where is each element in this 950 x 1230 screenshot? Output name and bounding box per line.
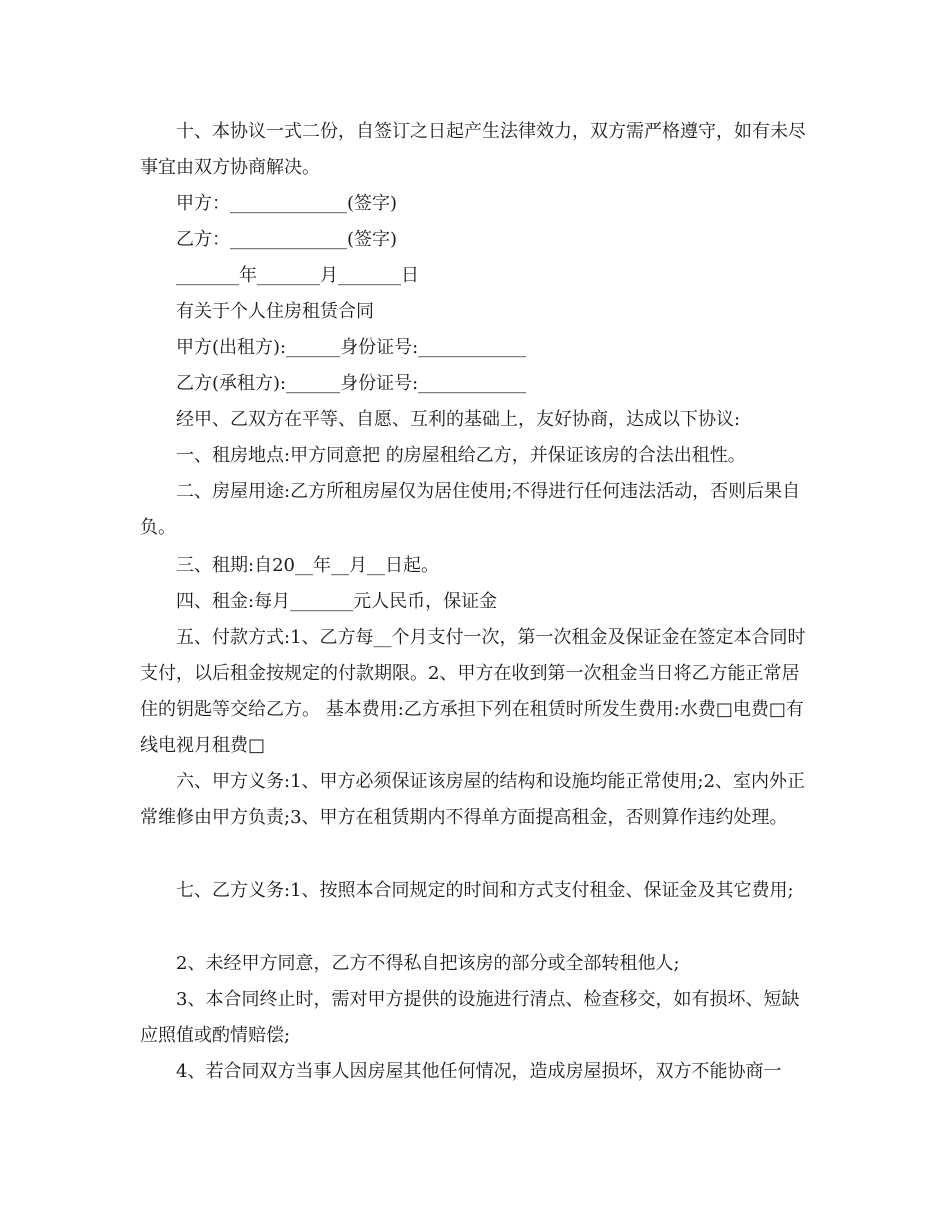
paragraph-clause-7-3: 3、本合同终止时，需对甲方提供的设施进行清点、检查移交，如有损坏、短缺应照值或酌情赔偿; [140,989,800,1046]
paragraph-clause-1: 一、租房地点:甲方同意把 的房屋租给乙方，并保证该房的合法出租性。 [176,445,746,466]
paragraph-clause-6: 六、甲方义务:1、甲方必须保证该房屋的结构和设施均能正常使用;2、室内外正常维修由甲方负责;3、甲方在租赁期内不得单方面提高租金，否则算作违约处理。 [140,771,806,828]
party-a-line: 甲方(出租方):______身份证号:____________ [176,337,527,358]
paragraph-clause-7: 七、乙方义务:1、按照本合同规定的时间和方式支付租金、保证金及其它费用; [176,880,794,901]
signature-line-party-a: 甲方：_____________(签字) [176,193,398,214]
paragraph-clause-4: 四、租金:每月_______元人民币，保证金 [176,591,498,612]
contract-title: 有关于个人住房租赁合同 [176,301,374,322]
date-line: _______年_______月_______日 [176,265,419,286]
paragraph-intro: 经甲、乙双方在平等、自愿、互利的基础上，友好协商，达成以下协议: [176,409,741,430]
paragraph-clause-7-2: 2、未经甲方同意，乙方不得私自把该房的部分或全部转租他人; [176,953,680,974]
paragraph-clause-3: 三、租期:自20__年__月__日起。 [176,555,439,576]
paragraph-clause-7-4: 4、若合同双方当事人因房屋其他任何情况，造成房屋损坏，双方不能协商一 [176,1061,782,1082]
paragraph-clause-10: 十、本协议一式二份，自签订之日起产生法律效力，双方需严格遵守，如有未尽事宜由双方协商解决。 [140,121,806,178]
signature-line-party-b: 乙方：_____________(签字) [176,229,398,250]
paragraph-clause-5: 五、付款方式:1、乙方每__个月支付一次，第一次租金及保证金在签定本合同时支付，以后租金按规定的付款期限。2、甲方在收到第一次租金当日将乙方能正常居住的钥匙等交给乙方。 基本费用:乙方承担下列在租赁时所发生费用:水费□电费□有线电视月租费□ [140,627,806,756]
party-b-line: 乙方(承租方):______身份证号:____________ [176,373,527,394]
paragraph-clause-2: 二、房屋用途:乙方所租房屋仅为居住使用;不得进行任何违法活动，否则后果自负。 [140,481,801,538]
